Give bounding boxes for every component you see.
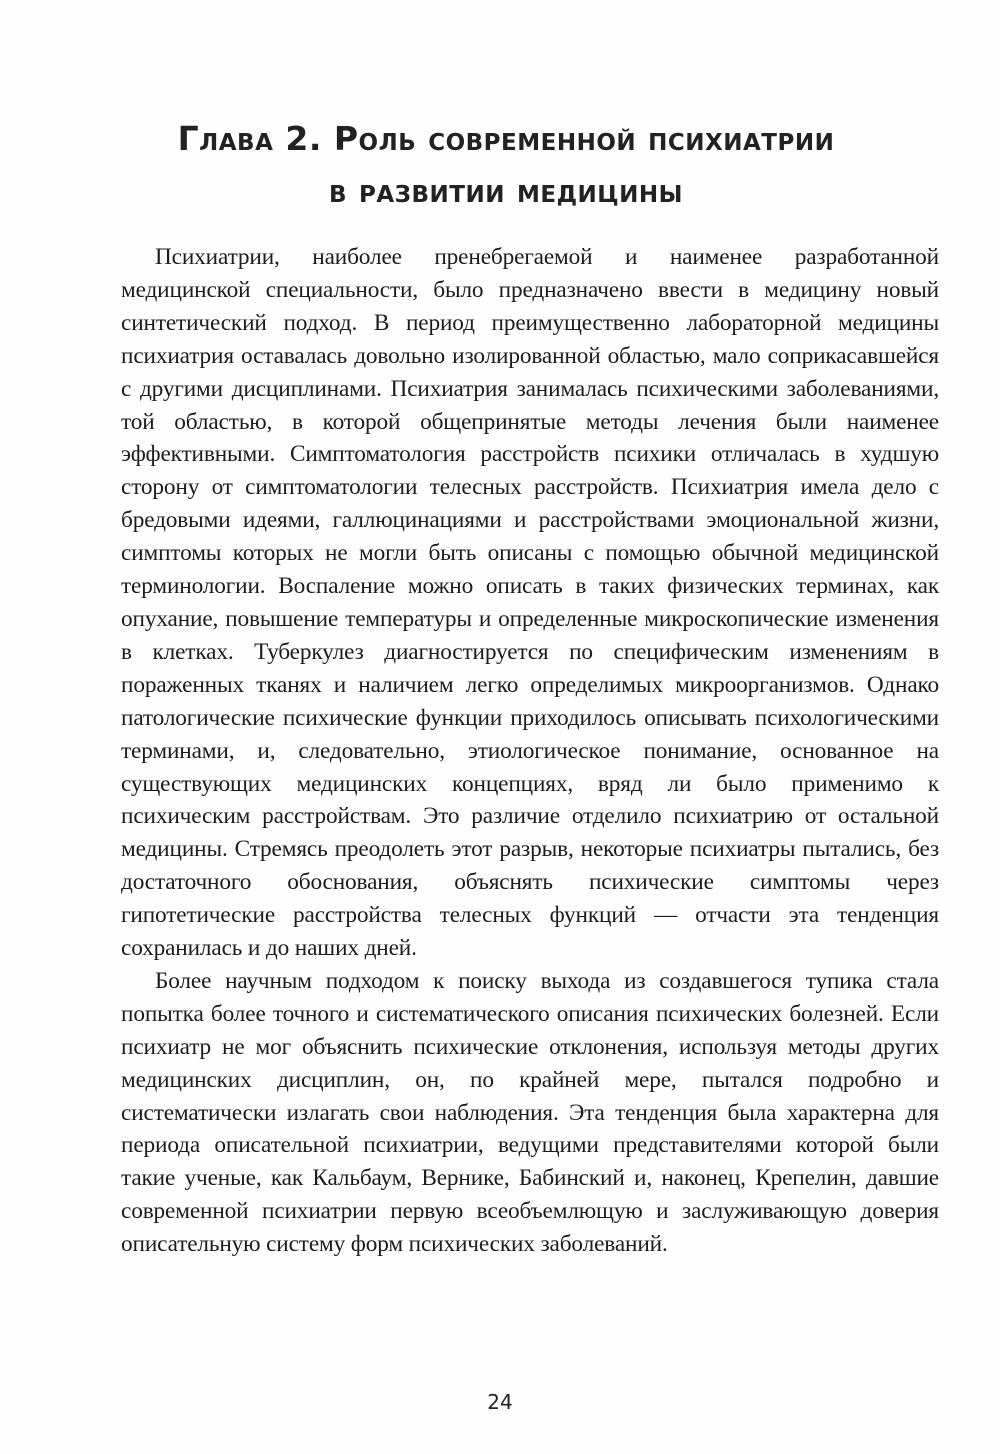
page-number: 24 <box>487 1390 513 1414</box>
chapter-title <box>100 113 912 217</box>
paragraph-1: Психиатрии, наиболее пренебрегаемой и наименее разработанной медицинской специальности, было предназначено ввести в медицину новый синтетический подход. В период преимущественно лабораторной медицины психиатрия оставалась довольно изолированной областью, мало соприкасавшейся с другими дисциплинами. Психиатрия занималась психическими заболеваниями, той областью, в которой общепринятые методы лечения были наименее эффективными. Симптоматология расстройств психики отличалась в худшую сторону от симптоматологии телесных расстройств. Психиатрия имела дело с бредовыми идеями, галлюцинациями и расстройствами эмоциональной жизни, симптомы которых не могли быть описаны с помощью обычной медицинской терминологии. Воспаление можно описать в таких физических терминах, как опухание, повышение температуры и определенные микроскопические изменения в клетках. Туберкулез диагностируется по специфическим изменениям в пораженных тканях и наличием легко определимых микроорганизмов. Однако патологические психические функции приходилось описывать психологическими терминами, и, следовательно, этиологическое понимание, основанное на существующих медицинских концепциях, вряд ли было применимо к психическим расстройствам. Это различие отделило психиатрию от остальной медицины. Стремясь преодолеть этот разрыв, некоторые психиатры пытались, без достаточного обоснования, объяснять психические симптомы через гипотетические расстройства телесных функций — отчасти эта тенденция сохранилась и до наших дней. <box>121 244 939 962</box>
paragraph-2: Более научным подходом к поиску выхода из создавшегося тупика стала попытка более точного и систематического описания психических болезней. Если психиатр не мог объяснить психические отклонения, используя методы других медицинских дисциплин, он, по крайней мере, пытался подробно и систематически излагать свои наблюдения. Эта тенденция была характерна для периода описательной психиатрии, ведущими представителями которой были такие ученые, как Кальбаум, Вернике, Бабинский и, наконец, Крепелин, давшие современной психиатрии первую всеобъемлющую и заслуживающую доверия описательную систему форм психических заболеваний. <box>121 967 939 1258</box>
chapter-title-line-2: в развитии медицины <box>329 171 683 211</box>
chapter-title-line-1: Глава 2. Роль современной психиатрии <box>177 119 835 159</box>
body-text <box>121 241 939 1261</box>
